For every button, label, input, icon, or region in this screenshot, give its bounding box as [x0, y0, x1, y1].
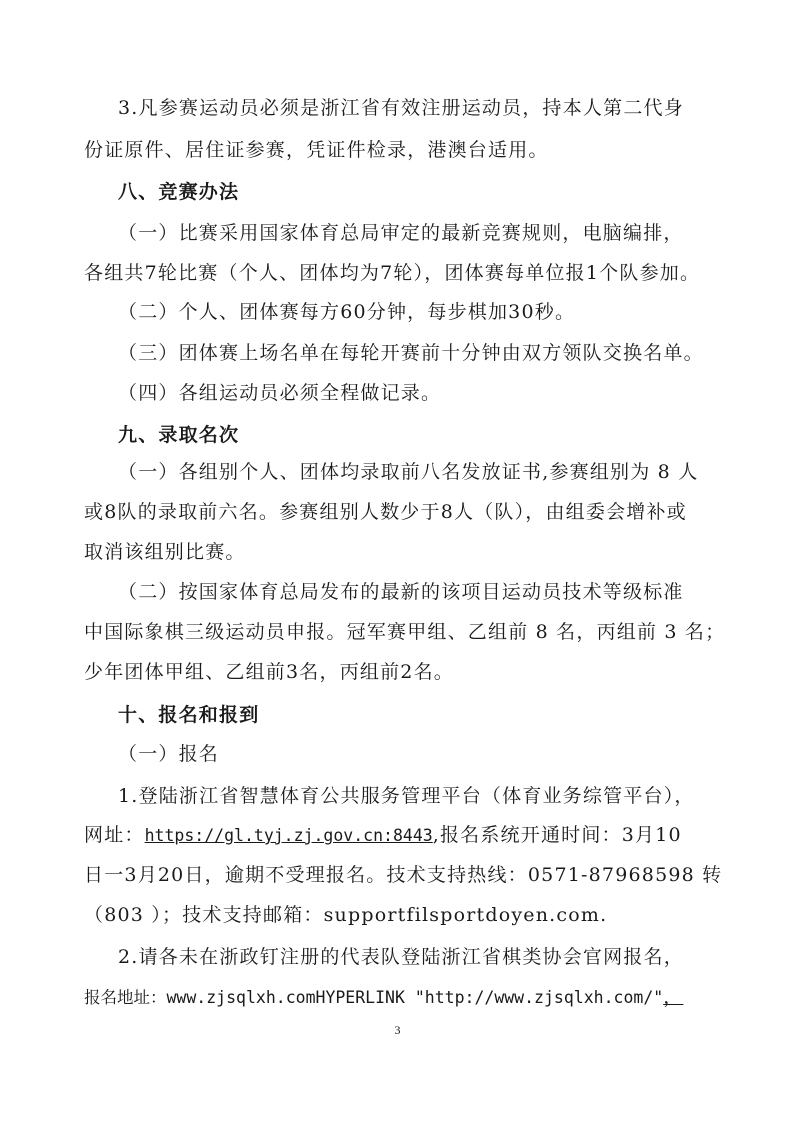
ranking-rule-1-cont: 或8队的录取前六名。参赛组别人数少于8人（队），由组委会增补或: [84, 501, 687, 523]
competition-rule-2: （二）个人、团体赛每方60分钟，每步棋加30秒。: [118, 301, 576, 323]
ranking-rule-1-cont2: 取消该组别比赛。: [84, 541, 246, 563]
competition-rule-4: （四）各组运动员必须全程做记录。: [118, 382, 442, 404]
trailing-comma: ，: [663, 986, 684, 1008]
rule-athlete-registration-cont: 份证原件、居住证参赛，凭证件检录，港澳台适用。: [84, 139, 549, 161]
ranking-rule-2: （二）按国家体育总局发布的最新的该项目运动员技术等级标准: [118, 581, 684, 603]
signup-rule-2-url-line: [84, 985, 724, 1010]
signup-rule-1: 1.登陆浙江省智慧体育公共服务管理平台（体育业务综管平台），: [118, 785, 695, 807]
section-heading-ranking: 九、录取名次: [118, 424, 240, 446]
signup-open-time: ,报名系统开通时间：3月10: [432, 824, 682, 846]
subsection-heading-signup: （一）报名: [118, 743, 220, 765]
signup-rule-1-url-line: [84, 823, 724, 848]
url-label: 网址：: [84, 824, 145, 846]
signup-rule-2: 2.请各未在浙政钉注册的代表队登陆浙江省棋类协会官网报名，: [118, 946, 684, 968]
ranking-rule-1: （一）各组别个人、团体均录取前八名发放证书,参赛组别为 8 人: [118, 461, 699, 483]
association-url-text[interactable]: 报名地址：www.zjsqlxh.comHYPERLINK "http://www.zjsqlxh.com/": [84, 988, 664, 1007]
page-number: 3: [394, 1023, 401, 1037]
section-heading-competition-method: 八、竞赛办法: [118, 181, 240, 203]
signup-rule-1-cont: 日一3月20日，逾期不受理报名。技术支持热线：0571-87968598 转: [84, 864, 723, 886]
ranking-rule-2-cont2: 少年团体甲组、乙组前3名，丙组前2名。: [84, 661, 454, 683]
competition-rule-1: （一）比赛采用国家体育总局审定的最新竞赛规则，电脑编排，: [118, 222, 684, 244]
competition-rule-1-cont: 各组共7轮比赛（个人、团体均为7轮），团体赛每单位报1个队参加。: [84, 262, 701, 284]
rule-athlete-registration: 3.凡参赛运动员必须是浙江省有效注册运动员，持本人第二代身: [118, 97, 684, 119]
platform-url-link[interactable]: https://gl.tyj.zj.gov.cn:8443: [144, 826, 433, 845]
competition-rule-3: （三）团体赛上场名单在每轮开赛前十分钟由双方领队交换名单。: [118, 342, 704, 364]
signup-rule-1-cont2: （803 ）；技术支持邮箱：supportfilsportdoyen.com.: [84, 904, 608, 926]
section-heading-registration: 十、报名和报到: [118, 704, 260, 726]
ranking-rule-2-cont: 中国际象棋三级运动员申报。冠军赛甲组、乙组前 8 名，丙组前 3 名；: [84, 621, 726, 643]
